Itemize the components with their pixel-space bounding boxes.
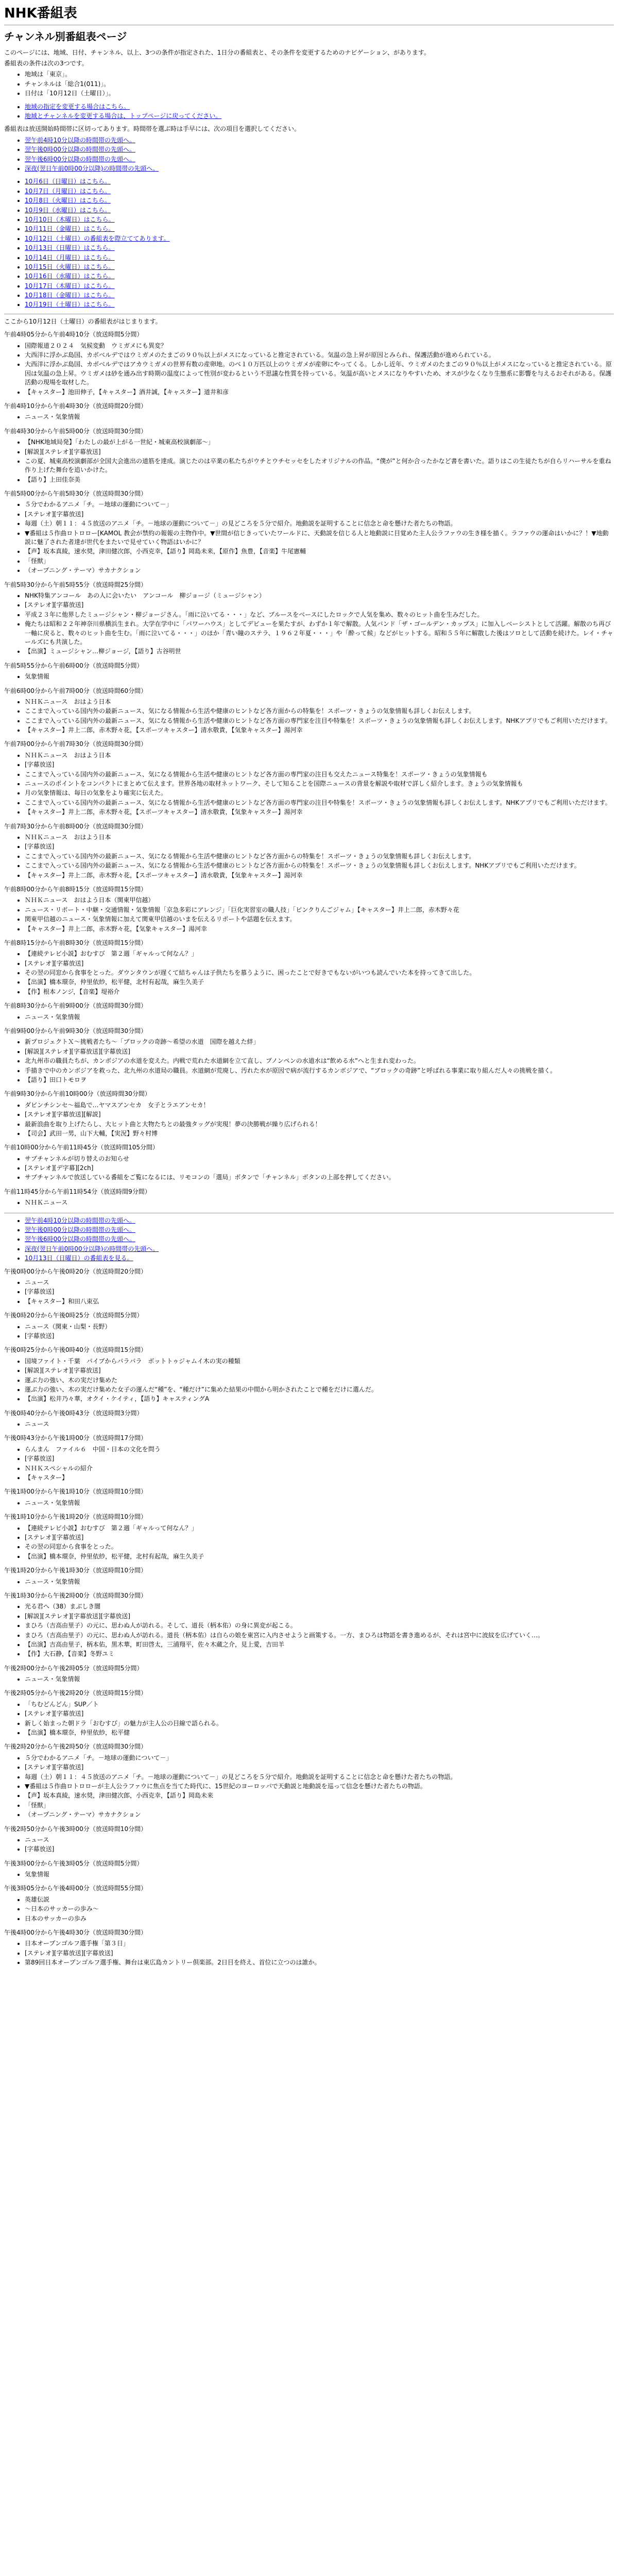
program-title: • ニュース・気象情報 xyxy=(25,1013,614,1022)
program-title: • 日本オープンゴルフ選手権「第３日」 xyxy=(25,1939,614,1948)
program-detail: • 月の気象情報は、毎日の気象をより確実に伝えた。 xyxy=(25,789,614,798)
date-item xyxy=(25,263,614,272)
date-item xyxy=(25,225,614,233)
program-detail: • 【キャスター】井上二郎，赤木野々花，【スポーツキャスター】清水敬貴，【気象キャスター】湯河幸 xyxy=(25,808,614,817)
program-detail: • ここまで入っている国内外の最新ニュース、気になる情報から生活や健康のヒントなど各方面からの特集を！スポーツ・きょうの気象情報も詳しくお伝えします。NHKアプリでもご利用いただけます。 xyxy=(25,861,614,870)
program-slot xyxy=(4,1409,614,1429)
program-slot xyxy=(4,1859,614,1879)
conditions-intro: 番組表の条件は次の3つです。 xyxy=(4,60,88,67)
program-slot xyxy=(4,1487,614,1507)
program-detail: • 運ぶ力の強い、木の実だけ集めた xyxy=(25,1376,614,1385)
program-time: 午前4時30分から午前5時00分（放送時間30分間） xyxy=(4,427,147,435)
program-slot xyxy=(4,1591,614,1659)
program-title: • ニュース（関東・山梨・長野） xyxy=(25,1323,614,1331)
program-detail: • ここまで入っている国内外の最新ニュース、気になる情報から生活や健康のヒントなど各方面の専門家を注目や特集を！スポーツ・きょうの気象情報も詳しくお伝えします。NHKアプリでもご利用いただけます。 xyxy=(25,717,614,725)
program-details xyxy=(4,413,614,421)
program-details xyxy=(4,1155,614,1182)
program-slot xyxy=(4,1002,614,1022)
program-detail: • この夏、城東高校演劇部が全国大会進出の道筋を達成。演じたのは卒業の私たちがウチとウチセッセをしたオリジナルの作品。“僕が”と何か合ったかなど書を書いた。語りはこの生徒たちが自らリハーサルを重ね作り上げた舞台を追いかけた。 xyxy=(25,457,614,475)
program-title: • 新プロジェクトＸ～挑戦者たち～「ブロックの奇跡～希望の水道 国際を越えた絆」 xyxy=(25,1038,614,1046)
program-time: 午前5時55分から午前6時00分（放送時間5分間） xyxy=(4,662,143,669)
program-detail: • 手描きで中のカンボジアを救った、北九州の水道局の職員。水道網が荒廃し、汚れた水が原因で病が流行するカンボジアで、“ブロックの奇跡”と呼ばれる事業に取り組んだ人々の挑戦を描く。 xyxy=(25,1066,614,1075)
program-detail: • [ステレオ][字幕放送] xyxy=(25,601,614,609)
program-detail: • 北九州市の職員たちが、カンボジアの水道を変えた。内戦で荒れた水道網を立て直し、プノンペンの水道水は“飲める水”へと生まれ変わった。 xyxy=(25,1057,614,1065)
program-detail: • 【キャスター】池田伸子，【キャスター】酒井誠，【キャスター】道井和彦 xyxy=(25,388,614,397)
time-links xyxy=(4,136,614,174)
bottom-time-link[interactable]: 深夜(翌日午前0時00分以降)の時間帯の先頭へ。 xyxy=(25,1245,159,1252)
program-detail: • 「怪獣」 xyxy=(25,1801,614,1810)
program-detail: • 毎週（土）朝１１：４５放送のアニメ「チ。－地球の運動について－」の見どころを５分で紹介。地動説を証明することに信念と命を懸けた者たちの物語。 xyxy=(25,1773,614,1782)
program-detail: • 日本のサッカーの歩み xyxy=(25,1914,614,1923)
date-item xyxy=(25,196,614,205)
program-detail: • 【キャスター】和田八束弘 xyxy=(25,1297,614,1306)
date-item xyxy=(25,300,614,309)
program-detail: • ＮＨＫスペシャルの紹介 xyxy=(25,1464,614,1473)
program-details xyxy=(4,672,614,681)
program-time: 午後1時30分から午後2時00分（放送時間30分間） xyxy=(4,1591,147,1599)
program-detail: • [ステレオ][字幕放送][解説] xyxy=(25,1110,614,1119)
program-details xyxy=(4,1524,614,1562)
program-detail: • [解説][ステレオ][字幕放送][字幕放送] xyxy=(25,1612,614,1621)
program-details xyxy=(4,896,614,934)
program-time: 午後0時43分から午後1時00分（放送時間17分間） xyxy=(4,1434,147,1442)
program-title: • ニュース xyxy=(25,1836,614,1844)
program-time: 午前8時15分から午前8時30分（放送時間15分間） xyxy=(4,939,147,946)
program-details xyxy=(4,1895,614,1923)
program-details xyxy=(4,1675,614,1684)
program-detail: • （オープニング・テーマ）サカナクション xyxy=(25,566,614,575)
program-detail: • [ステレオ][デ字幕][2ch] xyxy=(25,1164,614,1173)
program-detail: • [字幕放送] xyxy=(25,1332,614,1341)
program-time: 午後1時20分から午後1時30分（放送時間10分間） xyxy=(4,1567,147,1574)
program-title: • 国際報道２０２４ 気候変動 ウミガメにも異変？ xyxy=(25,342,614,350)
program-detail: • ▼番組は５作曲ロトロローが主人公ラファウに焦点を当てた時代に、15世紀のヨーロッパで天動説と地動説を巡って信念を懸けた者たちの物語。 xyxy=(25,1782,614,1791)
bottom-time-link[interactable]: 翌午後0時00分以降の時間帯の先頭へ。 xyxy=(25,1226,135,1234)
program-detail: • 【声】坂本真綾，速水奨，津田健次郎，小西克幸，【語り】岡島未来 xyxy=(25,1791,614,1800)
program-slot xyxy=(4,687,614,735)
program-time: 午後4時00分から午後4時30分（放送時間30分間） xyxy=(4,1929,147,1937)
program-detail: • [ステレオ][字幕放送][字幕放送] xyxy=(25,1949,614,1958)
program-slot xyxy=(4,1188,614,1208)
program-detail: • 大西洋に浮かぶ島国、カボベルデではウミガメのたまごの９０％以上がメスになっていると推定されている。気温の急上昇が原因とみられ、保護活動が進められている。 xyxy=(25,351,614,360)
program-detail: • 【出演】橋本環奈，仲里依紗，松平健，北村有起哉，麻生久美子 xyxy=(25,978,614,987)
program-title: • ニュース xyxy=(25,1420,614,1429)
program-detail: • [ステレオ][字幕放送] xyxy=(25,1533,614,1542)
date-item xyxy=(25,282,614,291)
program-title: • 英雄伝説 xyxy=(25,1895,614,1904)
program-title: • ニュース・気象情報 xyxy=(25,1578,614,1586)
program-detail: • 【司会】武田一男，山下大輔，【実況】野々村博 xyxy=(25,1129,614,1138)
schedule-intro: ここから10月12日（土曜日）の番組表がはじまります。 xyxy=(4,317,162,325)
program-title: • 国境ファイト・千葉 パイプからパラパラ ボットトゥジャムイ木の実の種類 xyxy=(25,1357,614,1366)
program-detail: • サブチャンネルで放送している番組をご覧になるには、リモコンの「選局」ボタンで「チャンネル」ボタンの上部を押してください。 xyxy=(25,1173,614,1182)
program-detail: • ニュースのポイントをコンパクトにまとめて伝えます。世界各地の取材ネットワーク、そして知ることを国際ニュースの背景を解説や取材で詳しく紹介します。きょうの気象情報も xyxy=(25,779,614,788)
program-time: 午後2時50分から午後3時00分（放送時間10分間） xyxy=(4,1825,147,1833)
nav-intro: 番組表は放送開始時間帯に区切ってあります。時間帯を選ぶ時は手早には、次の項目を選択してください。 xyxy=(4,125,301,133)
program-time: 午後1時10分から午後1時20分（放送時間10分間） xyxy=(4,1513,147,1521)
program-details xyxy=(4,1278,614,1306)
program-title: • ダビンチシンセ～福島で…ヤマスアンセカ 女子とラエアンセカ！ xyxy=(25,1101,614,1110)
program-time: 午前6時00分から午前7時00分（放送時間60分間） xyxy=(4,687,147,694)
program-title: • ＮＨＫニュース xyxy=(25,1198,614,1207)
program-details xyxy=(4,833,614,880)
change-links xyxy=(4,103,614,121)
program-detail: • まひろ（吉高由里子）の元に、思わぬ人が訪れる。そして、道長（柄本佑）の身に異変が起こる。 xyxy=(25,1621,614,1630)
date-item xyxy=(25,187,614,196)
program-slot xyxy=(4,402,614,422)
program-slot xyxy=(4,1311,614,1341)
program-details xyxy=(4,1939,614,1967)
program-slot xyxy=(4,581,614,656)
conditions-list xyxy=(4,70,614,98)
date-link[interactable]: 10月19日（土曜日）はこちら。 xyxy=(25,301,115,309)
program-detail: • [解説][ステレオ][字幕放送] xyxy=(25,1366,614,1375)
bottom-time-item xyxy=(25,1216,614,1225)
program-detail: • 平成２３年に他界したミュージシャン・柳ジョージさん。「雨に泣いてる・・・」など、ブルースをベースにしたロックで人気を集め、数々のヒット曲を生みだした。 xyxy=(25,611,614,619)
back-to-top-link[interactable]: 地域とチャンネルを変更する場合は、トップページに戻ってください。 xyxy=(25,112,222,120)
date-link[interactable]: 10月6日（日曜日）はこちら。 xyxy=(25,178,111,185)
date-link[interactable]: 10月8日（火曜日）はこちら。 xyxy=(25,197,111,205)
program-slot xyxy=(4,489,614,575)
program-title: • ニュース・気象情報 xyxy=(25,413,614,421)
date-link[interactable]: 10月10日（木曜日）はこちら。 xyxy=(25,215,115,223)
program-detail: • 【作】大石静，【音楽】冬野ユミ xyxy=(25,1650,614,1658)
date-item xyxy=(25,244,614,252)
program-title: • ＮＨＫニュース おはよう日本（関東甲信越） xyxy=(25,896,614,905)
site-title: NHK番組表 xyxy=(4,4,614,25)
program-time: 午前5時00分から午前5時30分（放送時間30分間） xyxy=(4,490,147,498)
program-title: • 気象情報 xyxy=(25,672,614,681)
date-link[interactable]: 10月18日（金曜日）はこちら。 xyxy=(25,292,115,299)
program-slot xyxy=(4,1884,614,1923)
program-detail: • 【出演】松井乃々華，オクイ・ケイティ，【語り】キャスティングA xyxy=(25,1395,614,1403)
bottom-time-item xyxy=(25,1254,614,1263)
date-link[interactable]: 10月7日（月曜日）はこちら。 xyxy=(25,187,111,195)
date-link[interactable]: 10月17日（木曜日）はこちら。 xyxy=(25,282,115,290)
program-details xyxy=(4,1499,614,1507)
program-slot xyxy=(4,885,614,934)
program-time: 午後0時20分から午後0時25分（放送時間5分間） xyxy=(4,1312,143,1319)
program-time: 午前9時00分から午前9時30分（放送時間30分間） xyxy=(4,1027,147,1035)
date-item xyxy=(25,272,614,281)
program-detail: • 運ぶ力の強い、木の実だけ集めた女子の運んだ“種”を、“種だけ”に集めた結果の中間から明かされたことで種をだけに選んだ。 xyxy=(25,1385,614,1394)
program-title: • ５分でわかるアニメ「チ。－地球の運動について－」 xyxy=(25,1754,614,1762)
program-slot xyxy=(4,1143,614,1182)
program-slot xyxy=(4,939,614,996)
program-title: • ＮＨＫニュース おはよう日本 xyxy=(25,833,614,842)
program-slot xyxy=(4,1346,614,1403)
program-slot xyxy=(4,662,614,682)
date-link[interactable]: 10月14日（月曜日）はこちら。 xyxy=(25,253,115,261)
program-detail: • まひろ（吉高由里子）の元に、思わぬ人が訪れる。道長（柄本佑）は自らの娘を東宮に入内させようと画策する。一方、まひろは物語を書き進めるが、それは宮中に波紋を広げていく…。 xyxy=(25,1631,614,1640)
date-links xyxy=(4,177,614,309)
program-slot xyxy=(4,1566,614,1586)
program-time: 午後0時25分から午後0時40分（放送時間15分間） xyxy=(4,1346,147,1354)
program-details xyxy=(4,1870,614,1879)
date-item xyxy=(25,234,614,243)
program-time: 午前4時05分から午前4時10分（放送時間5分間） xyxy=(4,331,143,338)
program-time: 午前5時30分から午前5時55分（放送時間25分間） xyxy=(4,581,147,588)
time-link-noon[interactable]: 翌午後0時00分以降の時間帯の先頭へ。 xyxy=(25,146,135,154)
date-item xyxy=(25,253,614,262)
date-item xyxy=(25,291,614,300)
program-detail: • 【声】坂本真綾，速水奨，津田健次郎，小西克幸，【語り】岡島未来，【原作】魚豊，【音楽】牛尾憲輔 xyxy=(25,547,614,556)
program-detail: • 毎週（土）朝１１：４５放送のアニメ「チ。－地球の運動について－」の見どころを５分で紹介。地動説を証明することに信念と命を懸けた者たちの物語。 xyxy=(25,519,614,528)
program-time: 午後3時00分から午後3時05分（放送時間5分間） xyxy=(4,1859,143,1867)
program-detail: • ここまで入っている国内外の最新ニュース、気になる情報から生活や健康のヒントなど各方面からの特集を！スポーツ・きょうの気象情報も詳しくお伝えします。 xyxy=(25,707,614,716)
program-detail: • 関東甲信越のニュース・気象情報に加えて関東甲信越のいまを伝えるリポートや話題を伝えます。 xyxy=(25,915,614,924)
program-detail: • 【語り】田口トモロヲ xyxy=(25,1076,614,1084)
program-detail: • ▼番組は５作曲ロトロロー[KAMOL 教会が禁約の報報の主物作中。▼世間が信じきっていたワールドに、天動説を信じる人と地動説に目覚めた主人公ラファウの生き様を描く。ラファウの運命はいかに？！▼地動説に魅了された者達が世代をまたいで見せていく物語はいかに？ xyxy=(25,529,614,547)
program-detail: • [字幕放送] xyxy=(25,842,614,851)
program-detail: • [ステレオ][字幕放送] xyxy=(25,1709,614,1718)
program-detail: • [解説][ステレオ][字幕放送] xyxy=(25,448,614,456)
program-detail: • 第89回日本オープンゴルフ選手権、舞台は東広島カントリー倶楽部。2日目を終え、首位に立つのは誰か。 xyxy=(25,1958,614,1967)
bottom-time-item xyxy=(25,1226,614,1234)
program-slot xyxy=(4,822,614,880)
program-time: 午前4時10分から午前4時30分（放送時間20分間） xyxy=(4,402,147,410)
program-details xyxy=(4,591,614,656)
program-details xyxy=(4,1198,614,1207)
program-title: • サブチャンネルが切り替えのお知らせ xyxy=(25,1155,614,1163)
program-details xyxy=(4,438,614,484)
program-time: 午後0時40分から午後0時43分（放送時間3分間） xyxy=(4,1409,143,1417)
program-details xyxy=(4,751,614,817)
program-detail: • ここまで入っている国内外の最新ニュース、気になる情報から生活や健康のヒントなど各方面の専門家の注目も交えたニュース特集を！スポーツ・きょうの気象情報も xyxy=(25,770,614,779)
program-slot xyxy=(4,427,614,484)
program-slot xyxy=(4,1689,614,1737)
program-title: • 気象情報 xyxy=(25,1870,614,1879)
condition-channel: • チャンネルは「総合1(011)」。 xyxy=(25,80,614,89)
program-detail: • 「怪獣」 xyxy=(25,557,614,566)
program-detail: • 大西洋に浮かぶ島国、カボベルデではアカウミガメの世界有数の産卵地。のべ１０万匹以上のウミガメが産卵にやってくる。しかし近年、ウミガメのたまごの９０％以上がメスになっていると推定されている。原因は気温の急上昇。ウミガメは砂を通み出す時期の温度によって性別が変わるという不思議な性質を持っている。気温が高いとメスになりやすいため、オスが少なくなり生態系に影響を与えるおそれがある。保護活動の現場を取材した。 xyxy=(25,360,614,387)
program-slot xyxy=(4,1825,614,1854)
program-time: 午前8時30分から午前9時00分（放送時間30分間） xyxy=(4,1002,147,1010)
bottom-time-links xyxy=(4,1216,614,1263)
program-title: • 光る君へ（38）まぶしき闇 xyxy=(25,1602,614,1611)
program-slot xyxy=(4,330,614,397)
intro-text: このページには、地域、日付、チャンネル、以上、3つの条件が指定された、1日分の番組表と、その条件を変更するためのナビゲーション、があります。 xyxy=(4,48,430,56)
program-details xyxy=(4,1445,614,1483)
program-detail: • ここまで入っている国内外の最新ニュース、気になる情報から生活や健康のヒントなど各方面の専門家の注目や特集を！スポーツ・きょうの気象情報も詳しくお伝えします。NHKアプリでもご利用いただけます。 xyxy=(25,799,614,807)
date-item xyxy=(25,206,614,215)
program-title: • ニュース・気象情報 xyxy=(25,1675,614,1684)
program-slot xyxy=(4,1434,614,1482)
program-details xyxy=(4,1013,614,1022)
program-time: 午後1時00分から午後1時10分（放送時間10分間） xyxy=(4,1488,147,1496)
program-detail: • [字幕放送] xyxy=(25,1454,614,1463)
program-detail: • [解説][ステレオ][字幕放送][字幕放送] xyxy=(25,1047,614,1056)
program-title: • らんまん ファイル６ 中国・日本の文化を問う xyxy=(25,1445,614,1454)
program-detail: • [ステレオ][字幕放送] xyxy=(25,959,614,968)
program-time: 午後2時00分から午後2時05分（放送時間5分間） xyxy=(4,1664,143,1672)
program-time: 午前8時00分から午前8時15分（放送時間15分間） xyxy=(4,885,147,893)
time-link-evening[interactable]: 翌午後6時00分以降の時間帯の先頭へ。 xyxy=(25,155,135,163)
program-title: • NHK特集アンコール あの人に会いたい アンコール 柳ジョージ（ミュージシャン） xyxy=(25,591,614,600)
program-details xyxy=(4,342,614,397)
program-slot xyxy=(4,1513,614,1561)
program-time: 午後0時00分から午後0時20分（放送時間20分間） xyxy=(4,1267,147,1275)
program-slot xyxy=(4,1928,614,1968)
program-title: • 【NHK地域局発】「わたしの最が上がる一世紀・城東高校演劇部～」 xyxy=(25,438,614,447)
bottom-time-link[interactable]: 10月13日（日曜日）の番組表を見る。 xyxy=(25,1255,133,1262)
program-detail: • 【作】根本ノンジ，【音楽】堤裕介 xyxy=(25,988,614,996)
program-title: • ＮＨＫニュース おはよう日本 xyxy=(25,751,614,760)
time-link-midnight[interactable]: 深夜(翌日午前0時00分以降)の時間帯の先頭へ。 xyxy=(25,164,159,172)
program-title: • 「ちむどんどん」SUP／ト xyxy=(25,1700,614,1709)
page-title: チャンネル別番組表ページ xyxy=(4,30,127,43)
program-detail: • その翌の同窓から食事をとった。ダウンタウンが遅くて結ちゃんは子供たちを慕うように、困ったことで好きでもないがいつも読んでいた本を持ってきて出した。 xyxy=(25,969,614,977)
program-time: 午前11時45分から午前11時54分（放送時間9分間） xyxy=(4,1188,151,1195)
program-details xyxy=(4,1323,614,1341)
program-time: 午前7時00分から午前7時30分（放送時間30分間） xyxy=(4,740,147,748)
program-detail: • 【キャスター】 xyxy=(25,1473,614,1482)
program-time: 午前7時30分から午前8時00分（放送時間30分間） xyxy=(4,822,147,830)
program-details xyxy=(4,1357,614,1404)
program-detail: • 新しく始まった朝ドラ「おむすび」の魅力が主人公の目線で語られる。 xyxy=(25,1719,614,1728)
program-detail: • 最新浪曲を取り上げたらし、大ヒット曲と大物たちとの最強タッグが実現！夢の決勝戦が繰り広げられる！ xyxy=(25,1120,614,1129)
program-details xyxy=(4,1754,614,1820)
schedule-list xyxy=(4,330,614,1207)
bottom-time-link[interactable]: 翌午後6時00分以降の時間帯の先頭へ。 xyxy=(25,1235,135,1243)
program-time: 午後3時05分から午後4時00分（放送時間55分間） xyxy=(4,1885,147,1892)
program-detail: • 【語り】上田佳奈美 xyxy=(25,476,614,484)
program-detail: • 【キャスター】井上二郎，赤木野々花，【スポーツキャスター】清水敬貴，【気象キャスター】湯河幸 xyxy=(25,871,614,880)
program-slot xyxy=(4,740,614,817)
program-details xyxy=(4,1836,614,1854)
program-detail: • [字幕放送] xyxy=(25,1845,614,1854)
change-region-link[interactable]: 地域の指定を変更する場合はこちら。 xyxy=(25,103,130,110)
program-time: 午後2時05分から午後2時20分（放送時間15分間） xyxy=(4,1689,147,1697)
date-link[interactable]: 10月13日（日曜日）はこちら。 xyxy=(25,244,115,252)
program-slot xyxy=(4,1027,614,1084)
program-detail: • [ステレオ][字幕放送] xyxy=(25,510,614,519)
date-link[interactable]: 10月11日（金曜日）はこちら。 xyxy=(25,225,115,233)
program-details xyxy=(4,1700,614,1738)
program-detail: • 【出演】橋本環奈，仲里依紗，松平健 xyxy=(25,1728,614,1737)
program-detail: • 【キャスター】井上二郎，赤木野々花，【スポーツキャスター】清水敬貴，【気象キャスター】湯河幸 xyxy=(25,726,614,735)
program-detail: • 【出演】ミュージシャン…柳ジョージ，【語り】古谷明世 xyxy=(25,647,614,656)
program-details xyxy=(4,950,614,996)
program-title: • ５分でわかるアニメ「チ。－地球の運動について－」 xyxy=(25,500,614,509)
program-detail: • ～日本のサッカーの歩み～ xyxy=(25,1905,614,1913)
date-item xyxy=(25,177,614,186)
program-details xyxy=(4,500,614,575)
date-link[interactable]: 10月16日（水曜日）はこちら。 xyxy=(25,273,115,280)
program-details xyxy=(4,1420,614,1429)
program-detail: • [ステレオ][字幕放送] xyxy=(25,1763,614,1772)
program-time: 午前9時30分から午前10時00分（放送時間30分間） xyxy=(4,1090,151,1098)
date-link[interactable]: 10月9日（水曜日）はこちら。 xyxy=(25,206,111,214)
program-detail: • その翌の同窓から食事をとった。 xyxy=(25,1543,614,1551)
program-detail: • [字幕放送] xyxy=(25,760,614,769)
date-link[interactable]: 10月12日（土曜日）の番組表を際立ててあります。 xyxy=(25,234,170,242)
program-time: 午後2時20分から午後2時50分（放送時間30分間） xyxy=(4,1743,147,1751)
program-details xyxy=(4,1101,614,1139)
condition-date: • 日付は「10月12日（土曜日）」。 xyxy=(25,89,614,98)
condition-region: • 地域は「東京」。 xyxy=(25,70,614,79)
date-item xyxy=(25,215,614,224)
program-title: • ＮＨＫニュース おはよう日本 xyxy=(25,698,614,706)
program-slot xyxy=(4,1664,614,1684)
program-detail: • 俺たちは昭和２２年神奈川県横浜生まれ。大学在学中に「パワーハウス」としてデビューを果たすが、わずか１年で解散。人気バンド「ザ・ゴールデン・カップス」に加入しベーシストとして活躍。解散のち再び一軸に戻ると、数々のヒット曲を生む。「雨に泣いてる・・・」のほか「青い瞳のステラ、１９６２年夏・・・」や「酔って候」などがヒットする。昭和５５年に解散した後はソロとして活動を続けた。レイ・チャールズにも共演した。 xyxy=(25,620,614,647)
program-detail: • ここまで入っている国内外の最新ニュース、気になる情報から生活や健康のヒントなど各方面からの特集を！スポーツ・きょうの気象情報も詳しくお伝えします。 xyxy=(25,852,614,861)
program-detail: • ニュース・リポート・中継・交通情報・気象情報「京急多彩にアレンジ」「巨化実習室の職人技」「ピンクりんごジャム」【キャスター】井上二郎，赤木野々花 xyxy=(25,906,614,914)
program-title: • 【連続テレビ小説】おむすび 第２週「ギャルって何なん？」 xyxy=(25,950,614,958)
program-detail: • 【出演】橋本環奈，仲里依紗，松平健，北村有起哉，麻生久美子 xyxy=(25,1552,614,1561)
bottom-time-item xyxy=(25,1245,614,1253)
afternoon-schedule-list xyxy=(4,1267,614,1968)
program-details xyxy=(4,1602,614,1658)
bottom-time-item xyxy=(25,1235,614,1244)
program-slot xyxy=(4,1267,614,1307)
program-detail: • （オープニング・テーマ）サカナクション xyxy=(25,1810,614,1819)
time-link-morning[interactable]: 翌午前4時10分以降の時間帯の先頭へ。 xyxy=(25,136,135,144)
program-details xyxy=(4,1578,614,1586)
program-slot xyxy=(4,1742,614,1819)
bottom-time-link[interactable]: 翌午前4時10分以降の時間帯の先頭へ。 xyxy=(25,1216,135,1224)
date-link[interactable]: 10月15日（火曜日）はこちら。 xyxy=(25,263,115,270)
program-title: • ニュース・気象情報 xyxy=(25,1499,614,1507)
program-title: • 【連続テレビ小説】おむすび 第２週「ギャルって何なん？」 xyxy=(25,1524,614,1533)
program-detail: • 【出演】吉高由里子，柄本佑，黒木華，町田啓太，三浦翔平，佐々木蔵之介，見上愛，吉田羊 xyxy=(25,1640,614,1649)
program-details xyxy=(4,1038,614,1084)
program-slot xyxy=(4,1090,614,1138)
program-detail: • [字幕放送] xyxy=(25,1287,614,1296)
program-time: 午前10時00分から午前11時45分（放送時間105分間） xyxy=(4,1144,159,1151)
program-detail: • 【キャスター】井上二郎，赤木野々花，【気象キャスター】湯河幸 xyxy=(25,925,614,934)
program-details xyxy=(4,698,614,735)
program-title: • ニュース xyxy=(25,1278,614,1287)
